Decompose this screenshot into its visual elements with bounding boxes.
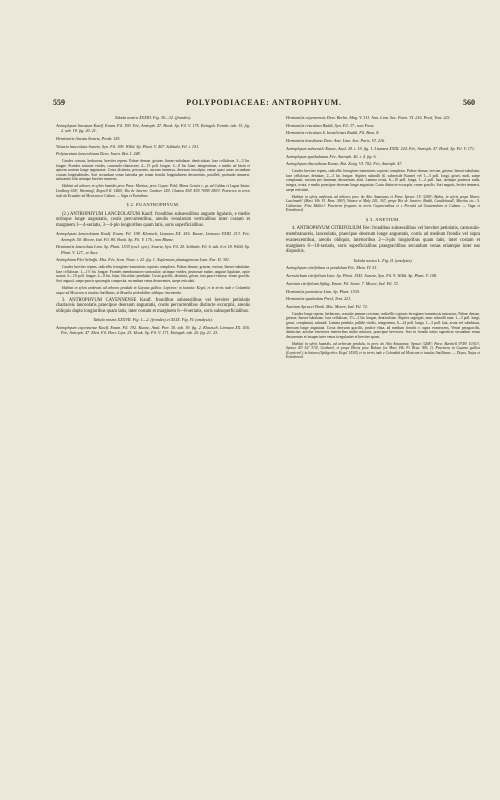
right-column — [286, 115, 480, 362]
right-paragraph-10: § 3. ANETIUM. — [365, 216, 400, 222]
left-paragraph-2: Antrophyum lineatum Kaulf. Enum. Fil. 199. Fée, Antroph. 47. Hook. Sp. Fil. V. 175. Ettingsh. Farnkr. tab. 15. fig. 2. tab. 18. fig. 20. 21. — [56, 122, 250, 134]
right-paragraph-9: Habitat in sylvis umbrosis ad arbores prov. do Alto Amazonas et Para: Spruce 31! 3269!; Bahia, in sylvis prope Ilheos: Luschnath! (Mart. Hb. Fl. Bras. 369!), Wawra et Maly 241, 367; prope Rio de Janeiro: Raddi, Gaudichaud!, Martius etc.; S. Catharina: Fritz Müller!. Praeterea frequens in terris Guyanensibus et e Peruvià ad Guatemalam et Cubam. — Vaga et Extrabrasil. — [286, 194, 480, 213]
right-paragraph-6: Antrophyum spathulatum Fée, Antroph. 46. t. 4. fig. 6. — [286, 153, 377, 159]
right-paragraph-14: Acrostichum citrifolium Linn. Sp. Plant. 1543. Swartz, Syn. Fil. 9. Willd. Sp. Plant. V. 108. — [286, 273, 438, 279]
right-paragraph-17: Hemionitis spathulata Presl, Tent. 221. — [286, 296, 352, 302]
left-paragraph-14: Habitat in sylvis umbrosis ad arbores pendula in Guyana gallica: Leprieur; in batavia: Kegel, et in terris inde e Columbià usque ad Mexicum et insulas Antillanas, in Brasilia probabiliter alibique invenienda. — [56, 285, 250, 295]
right-paragraph-20: Habitat in sylvis humidis, ad arborum pendula, in prov. do Alto Amazonas: Spruce 3268!; Para: Burchell 9749! 10101!, Spruce 45! 52! 374!, Graham!, et prope Ilheos prov. Bahiae (ex Mart. Hb. Fl. Bras. 369, 1). Praeterea in Guyana gallica (Leprieur!), in batava (Splitgerber, Kegel 1434!) et in terris inde e Columbià ad Mexicum et insulas Antillanas. — Dryas, Najas et Extrabrasil. — [286, 341, 480, 360]
page-number-left: 559 — [53, 98, 65, 107]
right-paragraph-16: Hemionitis parasitica Linn. Sp. Plant. 1535. — [286, 288, 361, 294]
left-paragraph-12: Antrophium Plei Schaffn. Mss. Fée, Icon. Nouv. t. 22. fig. 1. Asplenium plantagineum Lam. Enc. II. 301. — [56, 257, 231, 263]
left-paragraph-1: Tabula nostra XXXIII. Fig. 30—32. (frondes). — [114, 115, 192, 120]
left-paragraph-9: (2.) ANTROPHYUM LANCEOLATUM Kaulf. frondibus subsessilibus anguste ligulatis, e medio utrinque longe angustatis, costis percurrentibus, areolis venularum verticalibus inter costam et marginem 3—4-seriatis, 3—4-plo longioribus quam latis, soris superficialibus. — [56, 211, 250, 229]
right-paragraph-5: Antrophyum subsessile Kunze, Anal. 29. t. 19. fig. 1. Linnaea XXIII. 224. Fée, Antroph. 47. Hook. Sp. Fil. V. 171. — [286, 145, 476, 151]
right-paragraph-3: Hemionitis reticulata ß. brasiliensis Raddi, Fil. Bras. 8. — [286, 130, 380, 136]
page-header — [53, 98, 475, 110]
right-paragraph-8: Caudex breviter repens, radicellis ferrugineo-tomentosis copiosis complexis. Paleae densae, erectae, griseae, lineari-subulatae, laxe cellulosae, dentatae, 2—3 lin. longae. Stipites subnulli (ß. subsessile Kunze) vel 1—3 poll. longi, grisei, nudi, saepe complanati, sursum per laminam decurrentes alati. Lamina ovata, 6—10 poll. longa, 1—2 poll. lata, utrinque pruinosa nuda, integra, ovata, e medio praecipue deorsum longe angustata. Costa distincte excurptis; venae gracilis. Sori angusti, leviter immersi, saepe reticulati. — [286, 169, 480, 192]
left-paragraph-3: Hemionitis lineata Swartz, Prodr. 129. — [56, 135, 121, 141]
left-paragraph-11: Hemionitis lanceolata Linn. Sp. Plant. 1535 (excl. syn.). Swartz, Syn. Fil. 20. Schkuhr, Fil. 6. tab. 6 et 18. Willd. Sp. Plant. V. 127., et Auct. — [56, 244, 250, 255]
right-paragraph-11: 4. ANTROPHYUM CITRIFOLIUM Fée: frondibus subsessilibus vel breviter petiolatis, carnosulo-membranaceis, lanceolatis, praecipue deorsum longe angustatis, costis ad medium frondis vel supra evanescentibus, areolis obliquis, interioribus 2—3-plo longioribus quam latis, inter costam et marginem 6—10-seriatis, soris superficialibus praegracilibus secundum venas etiamque inter eas dispositis. — [286, 226, 480, 255]
page-number-right: 560 — [463, 98, 475, 107]
right-paragraph-18: Anetium Sprucei Hook. Mss. Moore, Ind. Fil. 72. — [286, 304, 368, 309]
left-paragraph-17: Antrophyum cayennense Kaulf. Enum. Fil. 192. Kunze, Anal. Pter. 30. tab. 19. fig. 2. Klotzsch, Linnaea XX. 416. Fée, Antroph. 47. Mett. Fil. Hort. Lips. 25. Hook. Sp. Fil. V. 171. Ettingsh. tab. 20. fig. 21. 23. — [56, 325, 250, 336]
right-paragraph-7: Antrophyum discoideum Kunze, Bot. Zeitg. VI. 702. Fée, Antroph. 47. — [286, 161, 403, 167]
left-paragraph-4: Vittaria lanceolata Swartz, Syn. Fil. 109. Willd. Sp. Plant. V. 407. Schkuhr, Fil. t. 101. — [56, 143, 200, 149]
left-column — [56, 115, 250, 338]
right-paragraph-12: Tabula nostra L. Fig. II. (analysis). — [353, 257, 413, 263]
left-paragraph-5: Polytaenium lanceolatum Desv. Journ. Bot. I. 248. — [56, 151, 141, 157]
left-paragraph-13: Caudex breviter repens, radicellis ferrugineo-tomentosis copiosis complexis. Paleae densae, griseae, erectae, lineari-subulatae, laxe cellulosae, 1—1½ lin. longae. Frondes membranaceo-carnosulae, utrinque virides, pruinosae nudae, anguste ligulatae, apice acutae, 6—10 poll. longae, 4—8 lin. latae, flaccidae, pendulae. Costa gracilis, distincta, grisea, tota pauci-venosa; venae gracilis. Sori angusti, saepe paucis sporangiis composita, secundum venas decurrentes, saepe reticulati. — [56, 265, 250, 283]
left-paragraph-6: Caudex crassus, herbaceus, breviter repens. Paleae densae, griseae, lineari-subulatae, denticulatae, laxe cellulosae, 3—5 lin. longae. Frondes saturate virides, carnosulo-chartaceae, 4—15 poll. longae, 3—8 lin. latae, integerrimae, e medio ad basin et apicem acutum longe angustatae. Costa distincta, percurrens, sursum immersa, deorsum insculpta; venae quasi areas secundum costam longitudinales. Sori secundum venas lateralia per totam frondis longitudinem decurrentes, paralleli, profundo immersi, substantià folii utrinque breviter immersi. — [56, 159, 250, 182]
running-title: POLYPODIACEAE: ANTROPHYUM. — [186, 98, 342, 107]
left-paragraph-7: Habitat ad arbores in sylvis humidis prov. Para: Martius; prov. Goyaz: Pohl; Minas Geraës c. gr. ad Caldas et Lagoa Santa: Lindberg 618!, Warming!, Regnell II. 1466!; Rio de Janeiro: Gardner 145!, Glaziou 454! 455! 7698! 2803!. Praeterea in terris inde ab Ecuador ad Mexicum et Cubam. — Vaga et Extrabras. — [56, 184, 250, 198]
left-paragraph-15: 3. ANTROPHYUM CAYENNENSE Kaulf. frondibus subsessilibus vel breviter petiolatis chartaceis lanceolatis praecipue deorsum angustatis, costis percurrentibus distincte excurptis, areolis obliquis duplo longioribus quam latis, inter costam et marginem 6—8-seriatis, soris subsuperficialibus. — [56, 297, 250, 315]
right-paragraph-15: Anetium citrifolium Splitg. Enum. Fil. Surin. 7. Moore, Ind. Fil. 72. — [286, 280, 399, 286]
left-paragraph-16: Tabula nostra XXXVII. Fig. 1—2. (frondes) et XLIX. Fig. IV. (analysis). — [93, 317, 213, 323]
right-paragraph-4: Hemionitis brasiliana Desv. Ann. Linn. Soc. Paris. VI. 216. — [286, 138, 386, 144]
right-paragraph-19: Caudex longe repens, herbaceus, crassitie pennae corvinae, radicellis copiosis ferrugineo-tomentosis instructus. Paleae densae, griseae, lineari-subulatae, laxe cellulosae, 1½—2 lin. longae, denticulatae. Stipites segregati, nunc subnulli nunc 1—3 poll. longi, grisei, complanati, subnudi. Lamina pendula, pallide viridis, integerrima, 6—24 poll. longa, 1—3 poll. lata, acuta vel subobtusa, deorsum longe angustata. Costa deorsum gracilis, postice elata, ad medium frondis v. supra evanescens. Venae peragracilis, distinctae; areolae exteriores interioribus multo minores, praecipue breviores. Sori in frondis totius superficie secundum venas decurrentes et insuper inter venas irregulariter et breviter sparsi. — [286, 311, 480, 339]
left-paragraph-10: Antrophyum lanceolatum Kaulf. Enum. Fil. 198. Klotzsch, Linnaea XX. 416. Kunze, Linnaea XXIII. 213. Fée, Antroph. 50. Moore, Ind. Fil. 80. Hook. Sp. Fil. V. 176., non Blume. — [56, 231, 250, 242]
right-paragraph-2: Hemionitis reticulata Raddi, Syn. Fil. 37., non Forst. — [286, 122, 375, 128]
right-paragraph-13: Antrophyum citrifolium et pendulum Fée, Mem. IV. 51. — [286, 265, 378, 271]
left-paragraph-8: § 2. EUANTROPHYUM. — [126, 202, 180, 208]
right-paragraph-1: Hemionitis cayennensis Desv. Berlin. Mag. V. 311. Ann. Linn. Soc. Paris. VI. 216. Presl, Tent. 221. — [286, 115, 451, 120]
